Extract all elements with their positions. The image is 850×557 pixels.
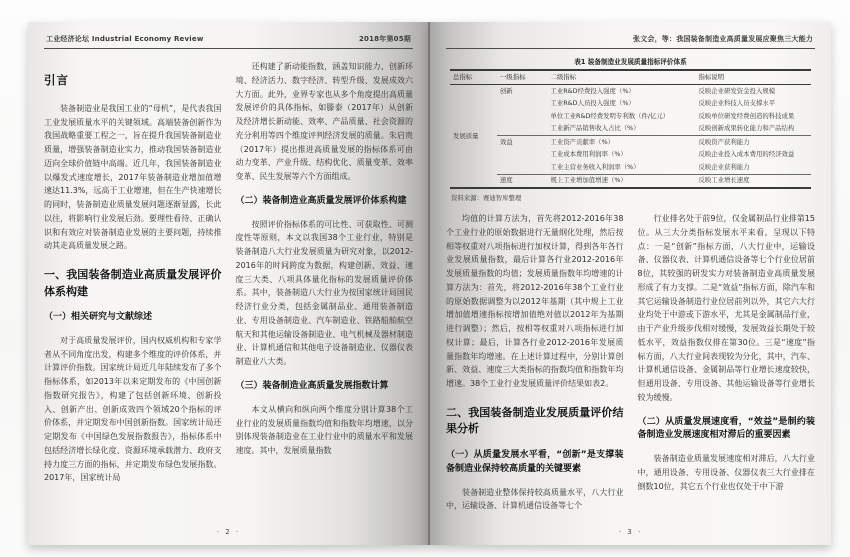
right-page-columns bbox=[446, 212, 815, 513]
paragraph: 装备制造业质量发展速度相对滞后，八大行业中，通用设备、专用设备、仪器仪表三大行业排在倒数10位，其它五个行业也仅处于中下游 bbox=[637, 454, 815, 491]
right-page-column-1 bbox=[446, 212, 624, 513]
subsection-1-3-heading: （三）装备制造业高质量发展指数计算 bbox=[235, 380, 389, 391]
paragraph: 还构建了新动能指数，涵盖知识能力、创新环境、经济活力、数字经济、转型升级、发展成效六大方面。此外，业界专家也从多个角度提出高质量发展评价的具体指标，如滕泰（2017年）从创新及经济增长新动能、效率、产品质量、社会资源的充分利用等四个维度评判经济发展的质量。朱启贵（2017年）提出推进高质量发展的指标体系可由动力变革、产业升级、结构优化、质量变革、效率变革、民生发展等六个方面组成。 bbox=[235, 62, 413, 181]
left-page-column-1 bbox=[44, 58, 222, 485]
indicator-cell: 工业主营业务收入利润率（%） bbox=[547, 161, 695, 174]
paragraph: 对于高质量发展评价，国内权威机构和专家学者从不同角度出发，构建多个维度的评价体系，并计算评价指数。国家统计局近几年陆续发布了多个指标体系，如2013年以来定期发布的《中国创新指数研究报告》，构建了包括创新环境、创新投入、创新产出、创新成效四个领域20个指标的评价体系，并定期发布中国创新指数。国家统计局还定期发布《中国绿色发展指数报告》，指标体系中包括经济增长绿化度、资源环境承载潜力、政府支持力度三方面的指标，并定期发布绿色发展指数。2017年，国家统计局 bbox=[44, 335, 222, 483]
left-page bbox=[28, 22, 429, 545]
column-header: 总指标 bbox=[450, 70, 497, 85]
indicator-table bbox=[450, 69, 811, 189]
paragraph: 本文从横向和纵向两个维度分别计算38个工业行业的发展质量指数均值和指数年均增速，以分别体现装备制造业在工业行业中的质量水平和发展速度。其中，发展质量指数 bbox=[235, 404, 413, 456]
subsection-1-1-heading: （一）相关研究与文献综述 bbox=[44, 312, 153, 323]
indicator-cell: 工业资产贡献率（%） bbox=[550, 137, 615, 146]
column-header: 一级指标 bbox=[497, 70, 548, 85]
table-row bbox=[450, 174, 811, 188]
intro-heading: 引言 bbox=[44, 73, 69, 87]
note-cell: 反映创新成果转化能力和产品结构 bbox=[695, 123, 811, 136]
table-caption: 表1 装备制造业发展质量指标评价体系 bbox=[574, 58, 687, 66]
subsection-2-2-heading: （二）从质量发展速度看，“效益”是制约装备制造业发展速度相对滞后的重要因素 bbox=[637, 416, 815, 441]
page-number-right: · 3 · bbox=[618, 528, 643, 536]
left-page-column-2 bbox=[236, 58, 414, 485]
running-title: 张文会，等：我国装备制造业高质量发展应聚焦三大能力 bbox=[633, 35, 813, 43]
right-page bbox=[430, 22, 831, 545]
page-number-left: · 2 · bbox=[216, 528, 241, 536]
journal-title: 工业经济论坛 Industrial Economy Review bbox=[46, 35, 204, 43]
note-cell: 反映工业增长速度 bbox=[698, 176, 750, 185]
paragraph: 装备制造业整体保持较高质量水平，八大行业中，运输设备、计算机通信设备等七个 bbox=[446, 487, 624, 511]
table-row bbox=[450, 136, 811, 149]
left-page-columns bbox=[44, 58, 413, 485]
paragraph: 按照评价指标体系的可比性、可获取性、可测度性等原则，本文以我国38个工业行业，特别是装备制造八大行业发展质量为研究对象，以2012-2016年的时间跨度为数据，构建创新、效益、速度三大类、八项具体量化指标的发展质量评价体系。其中，装备制造八大行业为按国家统计局国民经济行业分类，包括金属制品业、通用装备制造业、专用设备制造业、汽车制造业、铁路船舶航空航天和其他运输设备制造业、电气机械及器材制造业、计算机通信和其他电子设备制造业、仪器仪表制造业八大类。 bbox=[235, 219, 413, 367]
note-cell: 反映企业投入成本费用的经济效益 bbox=[698, 150, 795, 159]
paragraph: 行业排名处于前9位，仅金属制品行业排第15位。从三大分类指标发展水平来看，呈现以下特点：一是“创新”指标方面，八大行业中，运输设备、仪器仪表、计算机通信设备等七个行业位居前8位，其较强的研发实力对装备制造业高质量发展形成了有力支撑。二是“效益”指标方面，除汽车和其它运输设备制造行业位居前列以外，其它六大行业均处于中游或下游水平，尤其是金属制品行业，由于产业升级步伐相对缓慢，发展效益长期处于较低水平，效益指数仅排在第30位。三是“速度”指标方面，八大行业间表现较为分化，其中，汽车、计算机通信设备、金属制品等行业增长速度较快，但通用设备、专用设备、其他运输设备等行业增长较为缓慢。 bbox=[637, 214, 815, 402]
indicator-cell: 工业R&D人员投入强度（%） bbox=[550, 99, 635, 108]
column-header: 指标说明 bbox=[695, 70, 811, 85]
left-page-header bbox=[44, 32, 413, 49]
table-source: 资料来源：赛迪智库整理 bbox=[451, 194, 522, 203]
table-header-row bbox=[450, 70, 811, 85]
right-page-column-2 bbox=[638, 212, 816, 513]
right-page-header bbox=[446, 32, 815, 49]
indicator-cell: 工业成本费用利润率（%） bbox=[550, 150, 627, 159]
total-indicator-cell: 发展质量 bbox=[453, 131, 479, 140]
level1-cell: 创新 bbox=[497, 85, 548, 136]
indicator-cell: 单位工业R&D经费发明专利数（件/亿元） bbox=[550, 111, 670, 120]
table-row bbox=[450, 85, 811, 98]
table-block bbox=[450, 56, 811, 202]
paragraph: 均值的计算方法为，首先将2012-2016年38个工业行业的原始数据进行无量纲化处理，然后按相等权重对八项指标进行加权计算，得到各年各行业发展质量指数，最后计算各行业2012-2016年发展质量指数的均值；发展质量指数年均增速的计算方法为：首先，将2012-2016年38个工业行业的原始数据调整为以2012年基期（其中规上工业增加值增速指标按增加值绝对值以2012年为基期进行调整）；然后，按相等权重对八项指标进行加权计算；最后，计算各行业2012-2016年发展质量指数年均增速。在上述计算过程中，分别计算创新、效益、速度三大类指标的指数均值和指数年均增速。38个工业行业发展质量评价结果如表2。 bbox=[446, 214, 624, 389]
level1-cell: 速度 bbox=[499, 176, 513, 185]
section-1-heading: 一、我国装备制造业高质量发展评价体系构建 bbox=[44, 268, 222, 298]
indicator-cell: 规上工业增加值增速（%） bbox=[550, 176, 627, 185]
section-2-heading: 二、我国装备制造业发展质量评价结果分析 bbox=[446, 405, 624, 436]
note-cell: 反映企业科技人员支撑水平 bbox=[698, 99, 776, 108]
note-cell: 反映资产获利能力 bbox=[698, 137, 750, 146]
column-header: 二级指标 bbox=[547, 70, 695, 85]
subsection-1-2-heading: （二）装备制造业高质量发展评价体系构建 bbox=[235, 195, 407, 206]
note-cell: 反映企业获利能力 bbox=[695, 161, 811, 174]
subsection-2-1-heading: （一）从质量发展水平看，“创新”是支撑装备制造业保持较高质量的关键要素 bbox=[446, 449, 624, 474]
indicator-cell: 工业R&D经费投入强度（%） bbox=[550, 86, 635, 95]
paragraph: 装备制造业是我国工业的“母机”，是代表我国工业发展质量水平的关键领域。高端装备创新作为我国战略重要工程之一，旨在提升我国装备制造业质量，增强装备制造业实力，推动我国装备制造业迈向全球价值链中高端。近几年，我国装备制造业以爆发式速度增长，2017年装备制造业增加值增速达11.3%，远高于工业增速，但在生产快速增长的同时，装备制造业质量发展问题逐渐显露，长此以往，将影响行业发展后劲。要理性看待、正确认识和有效应对装备制造业发展的主要问题，持续推动其走高质量发展之路。 bbox=[44, 103, 222, 251]
note-cell: 反映单位研发经费创造的科技成果 bbox=[698, 111, 795, 120]
level1-cell: 效益 bbox=[497, 136, 548, 174]
issue-label: 2018年第05期 bbox=[358, 35, 411, 43]
note-cell: 反映企业研发资金投入规模 bbox=[698, 86, 776, 95]
indicator-cell: 工业新产品销售收入占比（%） bbox=[547, 123, 695, 136]
